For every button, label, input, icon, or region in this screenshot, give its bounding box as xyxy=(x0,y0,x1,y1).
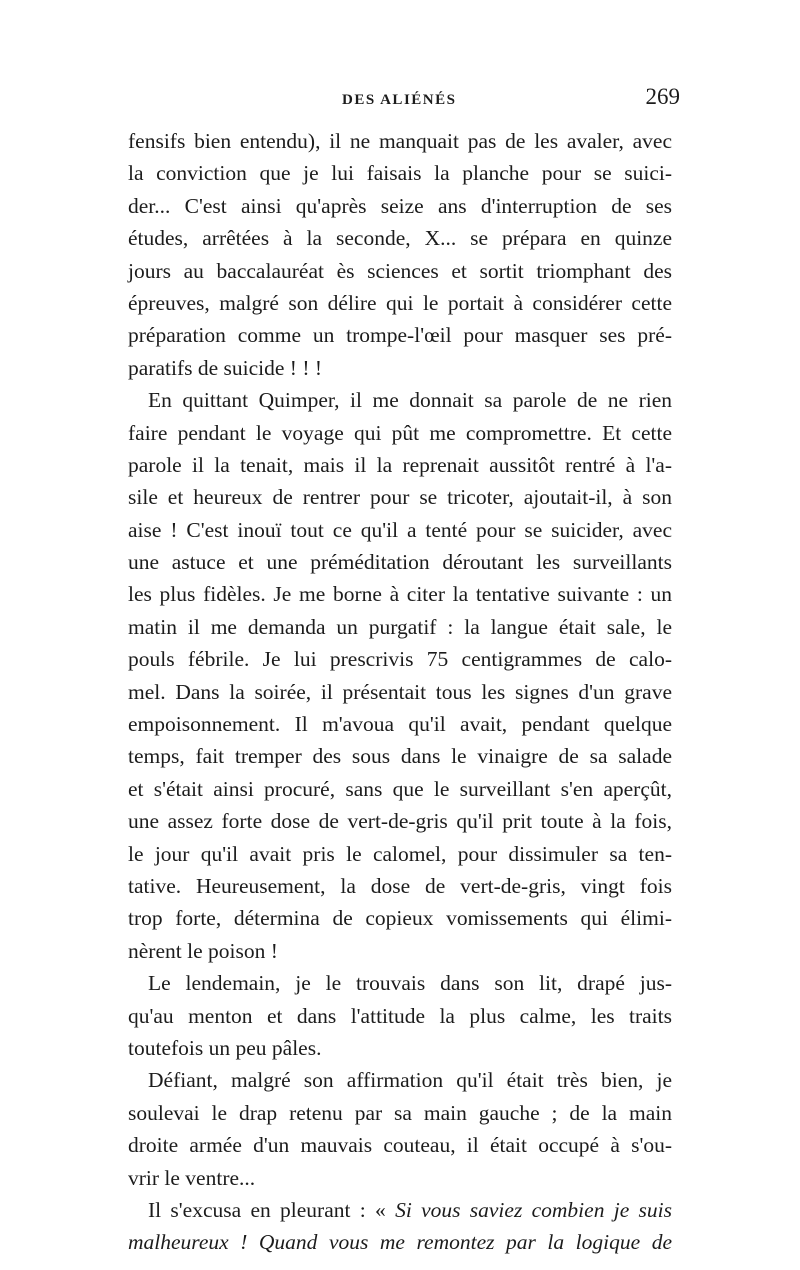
text-line: aise ! C'est inouï tout ce qu'il a tenté pour se suicider, avec xyxy=(128,517,672,542)
text-line: soulevai le drap retenu par sa main gauche ; de la main xyxy=(128,1100,672,1125)
text-line: parole il la tenait, mais il la reprenait aussitôt rentré à l'a- xyxy=(128,452,672,477)
text-line: toutefois un peu pâles. xyxy=(128,1035,322,1060)
text-line: préparation comme un trompe-l'œil pour masquer ses pré- xyxy=(128,323,672,348)
text-line: faire pendant le voyage qui pût me compromettre. Et cette xyxy=(128,420,672,445)
text-line: la conviction que je lui faisais la planche pour se suici- xyxy=(128,161,672,186)
text-line: une assez forte dose de vert-de-gris qu'il prit toute à la fois, xyxy=(128,809,672,834)
text-line: qu'au menton et dans l'attitude la plus calme, les traits xyxy=(128,1003,672,1028)
text-line: les plus fidèles. Je me borne à citer la tentative suivante : un xyxy=(128,582,672,607)
page-number: 269 xyxy=(645,84,680,109)
text-line: der... C'est ainsi qu'après seize ans d'interruption de ses xyxy=(128,193,672,218)
text-line: fensifs bien entendu), il ne manquait pas de les avaler, avec xyxy=(128,129,672,153)
text-line: tative. Heureusement, la dose de vert-de-gris, vingt fois xyxy=(128,873,672,898)
text-line: pouls fébrile. Je lui prescrivis 75 centigrammes de calo- xyxy=(128,647,672,672)
text-line: temps, fait tremper des sous dans le vinaigre de sa salade xyxy=(128,744,672,769)
text-line: le jour qu'il avait pris le calomel, pour dissimuler sa ten- xyxy=(128,841,672,866)
text-line: Le lendemain, je le trouvais dans son lit, drapé jus- xyxy=(148,971,672,996)
text-line: vrir le ventre... xyxy=(128,1165,256,1190)
text-line: malheureux ! Quand vous me remontez par la logique de xyxy=(128,1230,672,1255)
text-line: matin il me demanda un purgatif : la langue était sale, le xyxy=(128,614,672,639)
text-line: une astuce et une préméditation déroutant les surveillants xyxy=(128,550,672,575)
text-line: En quittant Quimper, il me donnait sa parole de ne rien xyxy=(148,388,672,413)
text-line: jours au baccalauréat ès sciences et sortit triomphant des xyxy=(128,258,672,283)
text-line: empoisonnement. Il m'avoua qu'il avait, pendant quelque xyxy=(128,712,672,737)
text-line: et s'était ainsi procuré, sans que le surveillant s'en aperçût, xyxy=(128,776,672,801)
page-header xyxy=(120,82,680,122)
text-line: Défiant, malgré son affirmation qu'il était très bien, je xyxy=(148,1068,672,1093)
text-line: Il s'excusa en pleurant : « Si vous saviez combien je suis xyxy=(148,1197,672,1222)
text-line: droite armée d'un mauvais couteau, il était occupé à s'ou- xyxy=(128,1133,672,1158)
running-head: DES ALIÉNÉS xyxy=(342,92,457,108)
text-line: sile et heureux de rentrer pour se tricoter, ajoutait-il, à son xyxy=(128,485,672,510)
text-line: trop forte, détermina de copieux vomissements qui élimi- xyxy=(128,906,672,931)
text-line: mel. Dans la soirée, il présentait tous les signes d'un grave xyxy=(128,679,672,704)
text-line: épreuves, malgré son délire qui le portait à considérer cette xyxy=(128,290,672,315)
text-line: paratifs de suicide ! ! ! xyxy=(128,355,323,380)
text-line: nèrent le poison ! xyxy=(128,938,278,963)
text-line: études, arrêtées à la seconde, X... se prépara en quinze xyxy=(128,226,672,251)
quotation-italic: Si vous saviez combien je suis xyxy=(395,1197,672,1222)
body-text xyxy=(128,125,672,1259)
